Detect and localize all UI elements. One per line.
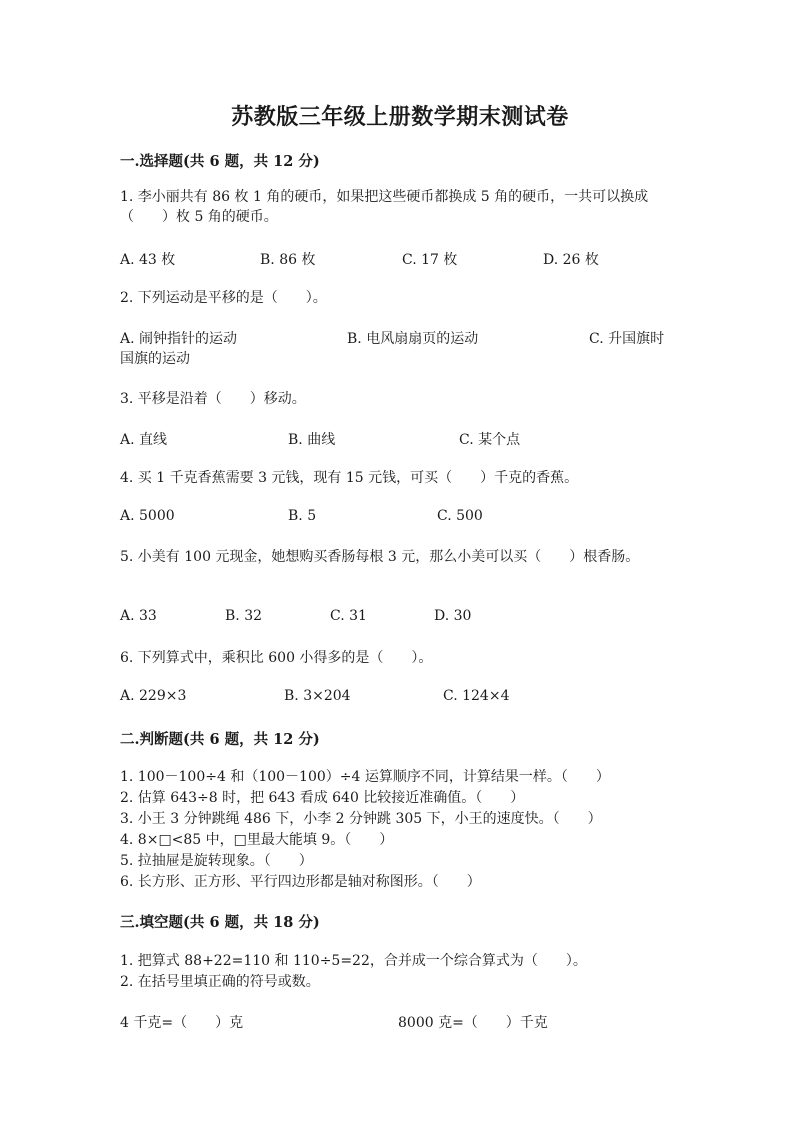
fill-question-line: 1. 把算式 88+22=110 和 110÷5=22，合并成一个综合算式为（ ）。	[120, 953, 587, 969]
option-a: A. 直线	[120, 432, 168, 448]
question-text: 4. 买 1 千克香蕉需要 3 元钱，现有 15 元钱，可买（ ）千克的香蕉。	[120, 470, 579, 486]
option-a: A. 43 枚	[120, 252, 176, 268]
option-b: B. 5	[288, 508, 317, 524]
option-c-continued: 国旗的运动	[120, 351, 190, 367]
fill-question-line: 2. 在括号里填正确的符号或数。	[120, 974, 320, 990]
question-text: 3. 平移是沿着（ ）移动。	[120, 391, 306, 407]
question-text: 5. 小美有 100 元现金，她想购买香肠每根 3 元，那么小美可以买（ ）根香肠。	[120, 549, 640, 565]
option-b: B. 3×204	[284, 688, 351, 704]
option-c: C. 升国旗时	[589, 331, 665, 347]
statement-line: 4. 8×□<85 中，□里最大能填 9。（ ）	[120, 832, 394, 848]
option-c: C. 500	[437, 508, 483, 524]
fill-blank-item: 4 千克=（ ）克	[120, 1015, 244, 1031]
option-d: D. 26 枚	[543, 252, 599, 268]
option-b: B. 32	[225, 608, 263, 624]
option-b: B. 曲线	[288, 432, 336, 448]
section-heading-fill-blank: 三.填空题(共 6 题，共 18 分)	[120, 914, 320, 931]
option-a: A. 33	[120, 608, 157, 624]
option-c: C. 31	[330, 608, 367, 624]
fill-blank-item: 8000 克=（ ）千克	[398, 1015, 548, 1031]
question-text: 1. 李小丽共有 86 枚 1 角的硬币，如果把这些硬币都换成 5 角的硬币，一共可以换成（ ）枚 5 角的硬币。	[120, 189, 649, 225]
option-d: D. 30	[434, 608, 472, 624]
option-b: B. 86 枚	[260, 252, 316, 268]
section-heading-choice: 一.选择题(共 6 题，共 12 分)	[120, 153, 320, 170]
statement-line: 3. 小王 3 分钟跳绳 486 下，小李 2 分钟跳 305 下，小王的速度快。（ ）	[120, 811, 602, 827]
statement-line: 6. 长方形、正方形、平行四边形都是轴对称图形。（ ）	[120, 874, 481, 890]
statement-line: 1. 100－100÷4 和（100－100）÷4 运算顺序不同，计算结果一样。（ ）	[120, 769, 610, 785]
option-c: C. 某个点	[459, 432, 521, 448]
statement-line: 2. 估算 643÷8 时，把 643 看成 640 比较接近准确值。（ ）	[120, 790, 525, 806]
option-c: C. 17 枚	[402, 252, 458, 268]
option-b: B. 电风扇扇页的运动	[347, 331, 479, 347]
question-text: 6. 下列算式中，乘积比 600 小得多的是（ ）。	[120, 650, 433, 666]
option-a: A. 5000	[120, 508, 175, 524]
option-a: A. 闹钟指针的运动	[120, 331, 238, 347]
option-c: C. 124×4	[443, 688, 510, 704]
section-heading-true-false: 二.判断题(共 6 题，共 12 分)	[120, 731, 320, 748]
question-text: 2. 下列运动是平移的是（ ）。	[120, 290, 327, 306]
statement-line: 5. 拉抽屉是旋转现象。（ ）	[120, 853, 313, 869]
option-a: A. 229×3	[120, 688, 187, 704]
page-title: 苏教版三年级上册数学期末测试卷	[231, 104, 569, 130]
